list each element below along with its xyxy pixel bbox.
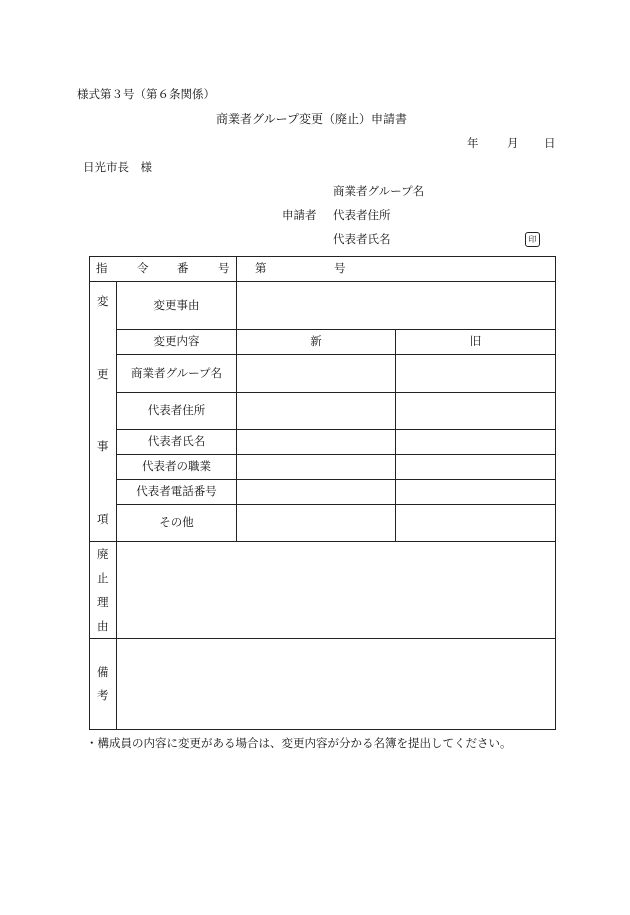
order-number-label-char: 指 (96, 261, 108, 275)
occupation-new-field[interactable] (237, 455, 395, 479)
row-label-address: 代表者住所 (147, 403, 206, 418)
order-number-label-char: 令 (137, 261, 149, 275)
change-section-label-char: 変 (97, 294, 109, 308)
group-name-old-field[interactable] (396, 355, 555, 392)
abolition-label-char: 由 (97, 619, 109, 633)
date-year: 年 (467, 136, 479, 150)
old-column-header: 旧 (469, 334, 482, 349)
document-title: 商業者グループ変更（廃止）申請書 (216, 112, 408, 126)
seal-mark: 印 (525, 232, 540, 247)
order-number-prefix: 第 (255, 261, 267, 275)
date-month: 月 (507, 136, 519, 150)
abolition-label-char: 止 (97, 571, 109, 585)
other-old-field[interactable] (396, 505, 555, 541)
order-number-suffix: 号 (334, 261, 346, 275)
address-new-field[interactable] (237, 393, 395, 429)
other-new-field[interactable] (237, 505, 395, 541)
abolition-label-char: 理 (97, 595, 109, 609)
remarks-field[interactable] (117, 639, 555, 729)
row-label-name: 代表者氏名 (147, 434, 206, 449)
phone-old-field[interactable] (396, 480, 555, 504)
date-day: 日 (544, 136, 556, 150)
phone-new-field[interactable] (237, 480, 395, 504)
change-reason-label: 変更事由 (153, 297, 200, 312)
change-content-label: 変更内容 (153, 334, 200, 349)
abolition-label-char: 廃 (97, 547, 109, 561)
addressee: 日光市長 様 (83, 160, 152, 174)
name-new-field[interactable] (237, 430, 395, 454)
applicant-address-label: 代表者住所 (333, 208, 391, 222)
address-old-field[interactable] (396, 393, 555, 429)
change-reason-field[interactable] (237, 282, 555, 329)
change-section-label-char: 更 (97, 367, 109, 381)
footnote: ・構成員の内容に変更がある場合は、変更内容が分かる名簿を提出してください。 (86, 736, 512, 750)
remarks-label-char: 備 (97, 665, 109, 679)
applicant-group-name-label: 商業者グループ名 (333, 184, 425, 198)
group-name-new-field[interactable] (237, 355, 395, 392)
name-old-field[interactable] (396, 430, 555, 454)
change-section-label-char: 項 (97, 512, 109, 526)
remarks-label-char: 考 (97, 688, 109, 702)
applicant-name-label: 代表者氏名 (333, 232, 391, 246)
new-column-header: 新 (310, 334, 322, 349)
row-label-occupation: 代表者の職業 (142, 459, 211, 474)
row-label-group-name: 商業者グループ名 (130, 365, 223, 380)
form-number: 様式第３号（第６条関係） (77, 87, 215, 101)
order-number-label-char: 番 (177, 261, 189, 275)
occupation-old-field[interactable] (396, 455, 555, 479)
order-number-label-char: 号 (218, 261, 230, 275)
change-section-label-char: 事 (97, 439, 109, 453)
row-label-phone: 代表者電話番号 (136, 484, 217, 499)
applicant-label: 申請者 (282, 208, 317, 222)
abolition-reason-field[interactable] (117, 542, 555, 638)
row-label-other: その他 (159, 515, 194, 530)
